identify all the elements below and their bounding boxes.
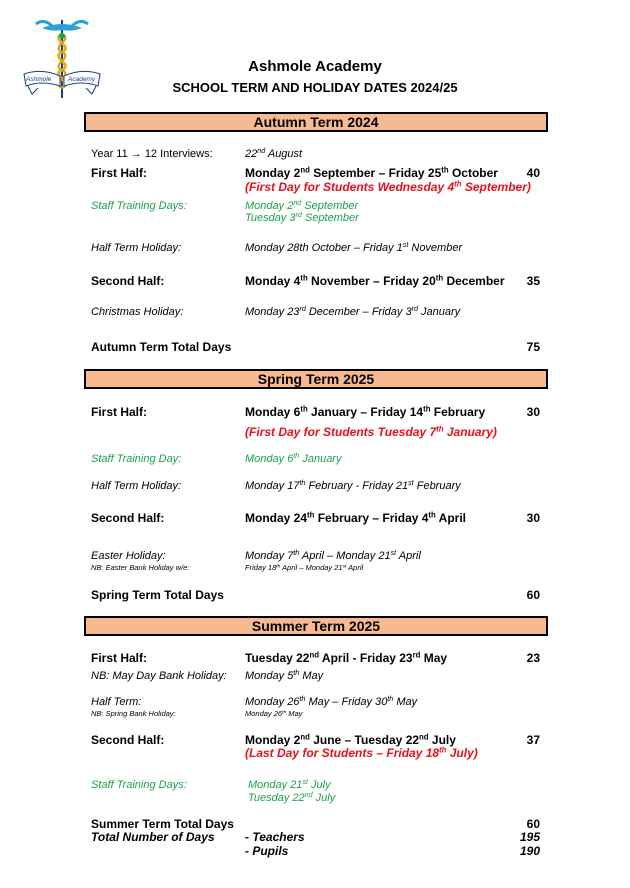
summer-second-half-days: 37	[526, 733, 540, 747]
autumn-first-half-dates: Monday 2nd September – Friday 25th October	[245, 165, 498, 180]
summer-total-days: 60	[526, 817, 540, 831]
spring-first-day-note: (First Day for Students Tuesday 7th January)	[245, 424, 497, 439]
easter-dates: Monday 7th April – Monday 21st April	[245, 549, 421, 562]
spring-first-half-label: First Half:	[91, 405, 148, 419]
autumn-first-half-days: 40	[526, 166, 540, 180]
summer-training-day-2: Tuesday 22nd July	[248, 791, 336, 804]
autumn-training-label: Staff Training Days:	[91, 200, 187, 212]
document-subtitle: SCHOOL TERM AND HOLIDAY DATES 2024/25	[172, 80, 458, 95]
summer-total-label: Summer Term Total Days	[91, 817, 234, 831]
spring-second-half-days: 30	[526, 511, 540, 525]
summer-second-half-label: Second Half:	[91, 733, 165, 747]
spring-half-term-dates: Monday 17th February - Friday 21st February	[245, 479, 461, 492]
may-day-date: Monday 5th May	[245, 669, 324, 682]
autumn-half-term-label: Half Term Holiday:	[91, 242, 182, 254]
spring-total-label: Spring Term Total Days	[91, 588, 224, 602]
spring-bank-holiday-date: Monday 26th May	[245, 709, 303, 718]
summer-training-day-1: Monday 21st July	[248, 778, 331, 791]
autumn-half-term-dates: Monday 28th October – Friday 1st November	[245, 241, 463, 254]
autumn-term-band: Autumn Term 2024	[84, 112, 548, 132]
autumn-total-label: Autumn Term Total Days	[91, 340, 232, 354]
spring-second-half-dates: Monday 24th February – Friday 4th April	[245, 510, 467, 525]
teachers-days: 195	[519, 830, 540, 844]
summer-training-label: Staff Training Days:	[91, 779, 187, 791]
spring-bank-holiday-label: NB: Spring Bank Holiday:	[91, 709, 176, 718]
autumn-training-day-2: Tuesday 3rd September	[245, 211, 359, 224]
pupils-label: - Pupils	[245, 844, 289, 858]
easter-bank-holiday-label: NB: Easter Bank Holiday w/e:	[91, 563, 190, 572]
summer-first-half-dates: Tuesday 22nd April - Friday 23rd May	[245, 650, 448, 665]
grand-total-label: Total Number of Days	[91, 830, 215, 844]
spring-first-half-dates: Monday 6th January – Friday 14th February	[245, 404, 486, 419]
logo-text-right: Academy	[68, 76, 96, 83]
autumn-second-half-dates: Monday 4th November – Friday 20th December	[245, 273, 505, 288]
spring-training-label: Staff Training Day:	[91, 453, 182, 465]
summer-first-half-days: 23	[526, 651, 540, 665]
summer-half-term-label: Half Term:	[91, 696, 142, 708]
christmas-label: Christmas Holiday:	[91, 306, 184, 318]
interviews-date: 22nd August	[245, 147, 303, 160]
autumn-first-half-label: First Half:	[91, 166, 148, 180]
summer-term-band: Summer Term 2025	[84, 616, 548, 636]
spring-first-half-days: 30	[526, 405, 540, 419]
autumn-first-day-note: (First Day for Students Wednesday 4th September)	[245, 179, 531, 194]
christmas-dates: Monday 23rd December – Friday 3rd January	[245, 305, 461, 318]
spring-total-days: 60	[526, 588, 540, 602]
easter-label: Easter Holiday:	[91, 550, 166, 562]
autumn-total-days: 75	[526, 340, 540, 354]
spring-half-term-label: Half Term Holiday:	[91, 480, 182, 492]
may-day-label: NB: May Day Bank Holiday:	[91, 670, 227, 682]
spring-second-half-label: Second Half:	[91, 511, 165, 525]
logo-text-left: Ashmole	[26, 76, 52, 83]
teachers-label: - Teachers	[245, 830, 305, 844]
spring-training-day-1: Monday 6th January	[245, 452, 342, 465]
school-name: Ashmole Academy	[248, 58, 382, 75]
spring-term-band: Spring Term 2025	[84, 369, 548, 389]
pupils-days: 190	[519, 844, 540, 858]
easter-bank-holiday-dates: Friday 18th April – Monday 21st April	[245, 563, 364, 572]
autumn-second-half-days: 35	[526, 274, 540, 288]
autumn-training-day-1: Monday 2nd September	[245, 199, 359, 212]
summer-last-day-note: (Last Day for Students – Friday 18th July)	[245, 745, 478, 760]
summer-first-half-label: First Half:	[91, 651, 148, 665]
autumn-second-half-label: Second Half:	[91, 274, 165, 288]
summer-half-term-dates: Monday 26th May – Friday 30th May	[245, 695, 418, 708]
summer-second-half-dates: Monday 2nd June – Tuesday 22nd July	[245, 732, 456, 747]
interviews-label: Year 11 → 12 Interviews:	[91, 148, 213, 160]
